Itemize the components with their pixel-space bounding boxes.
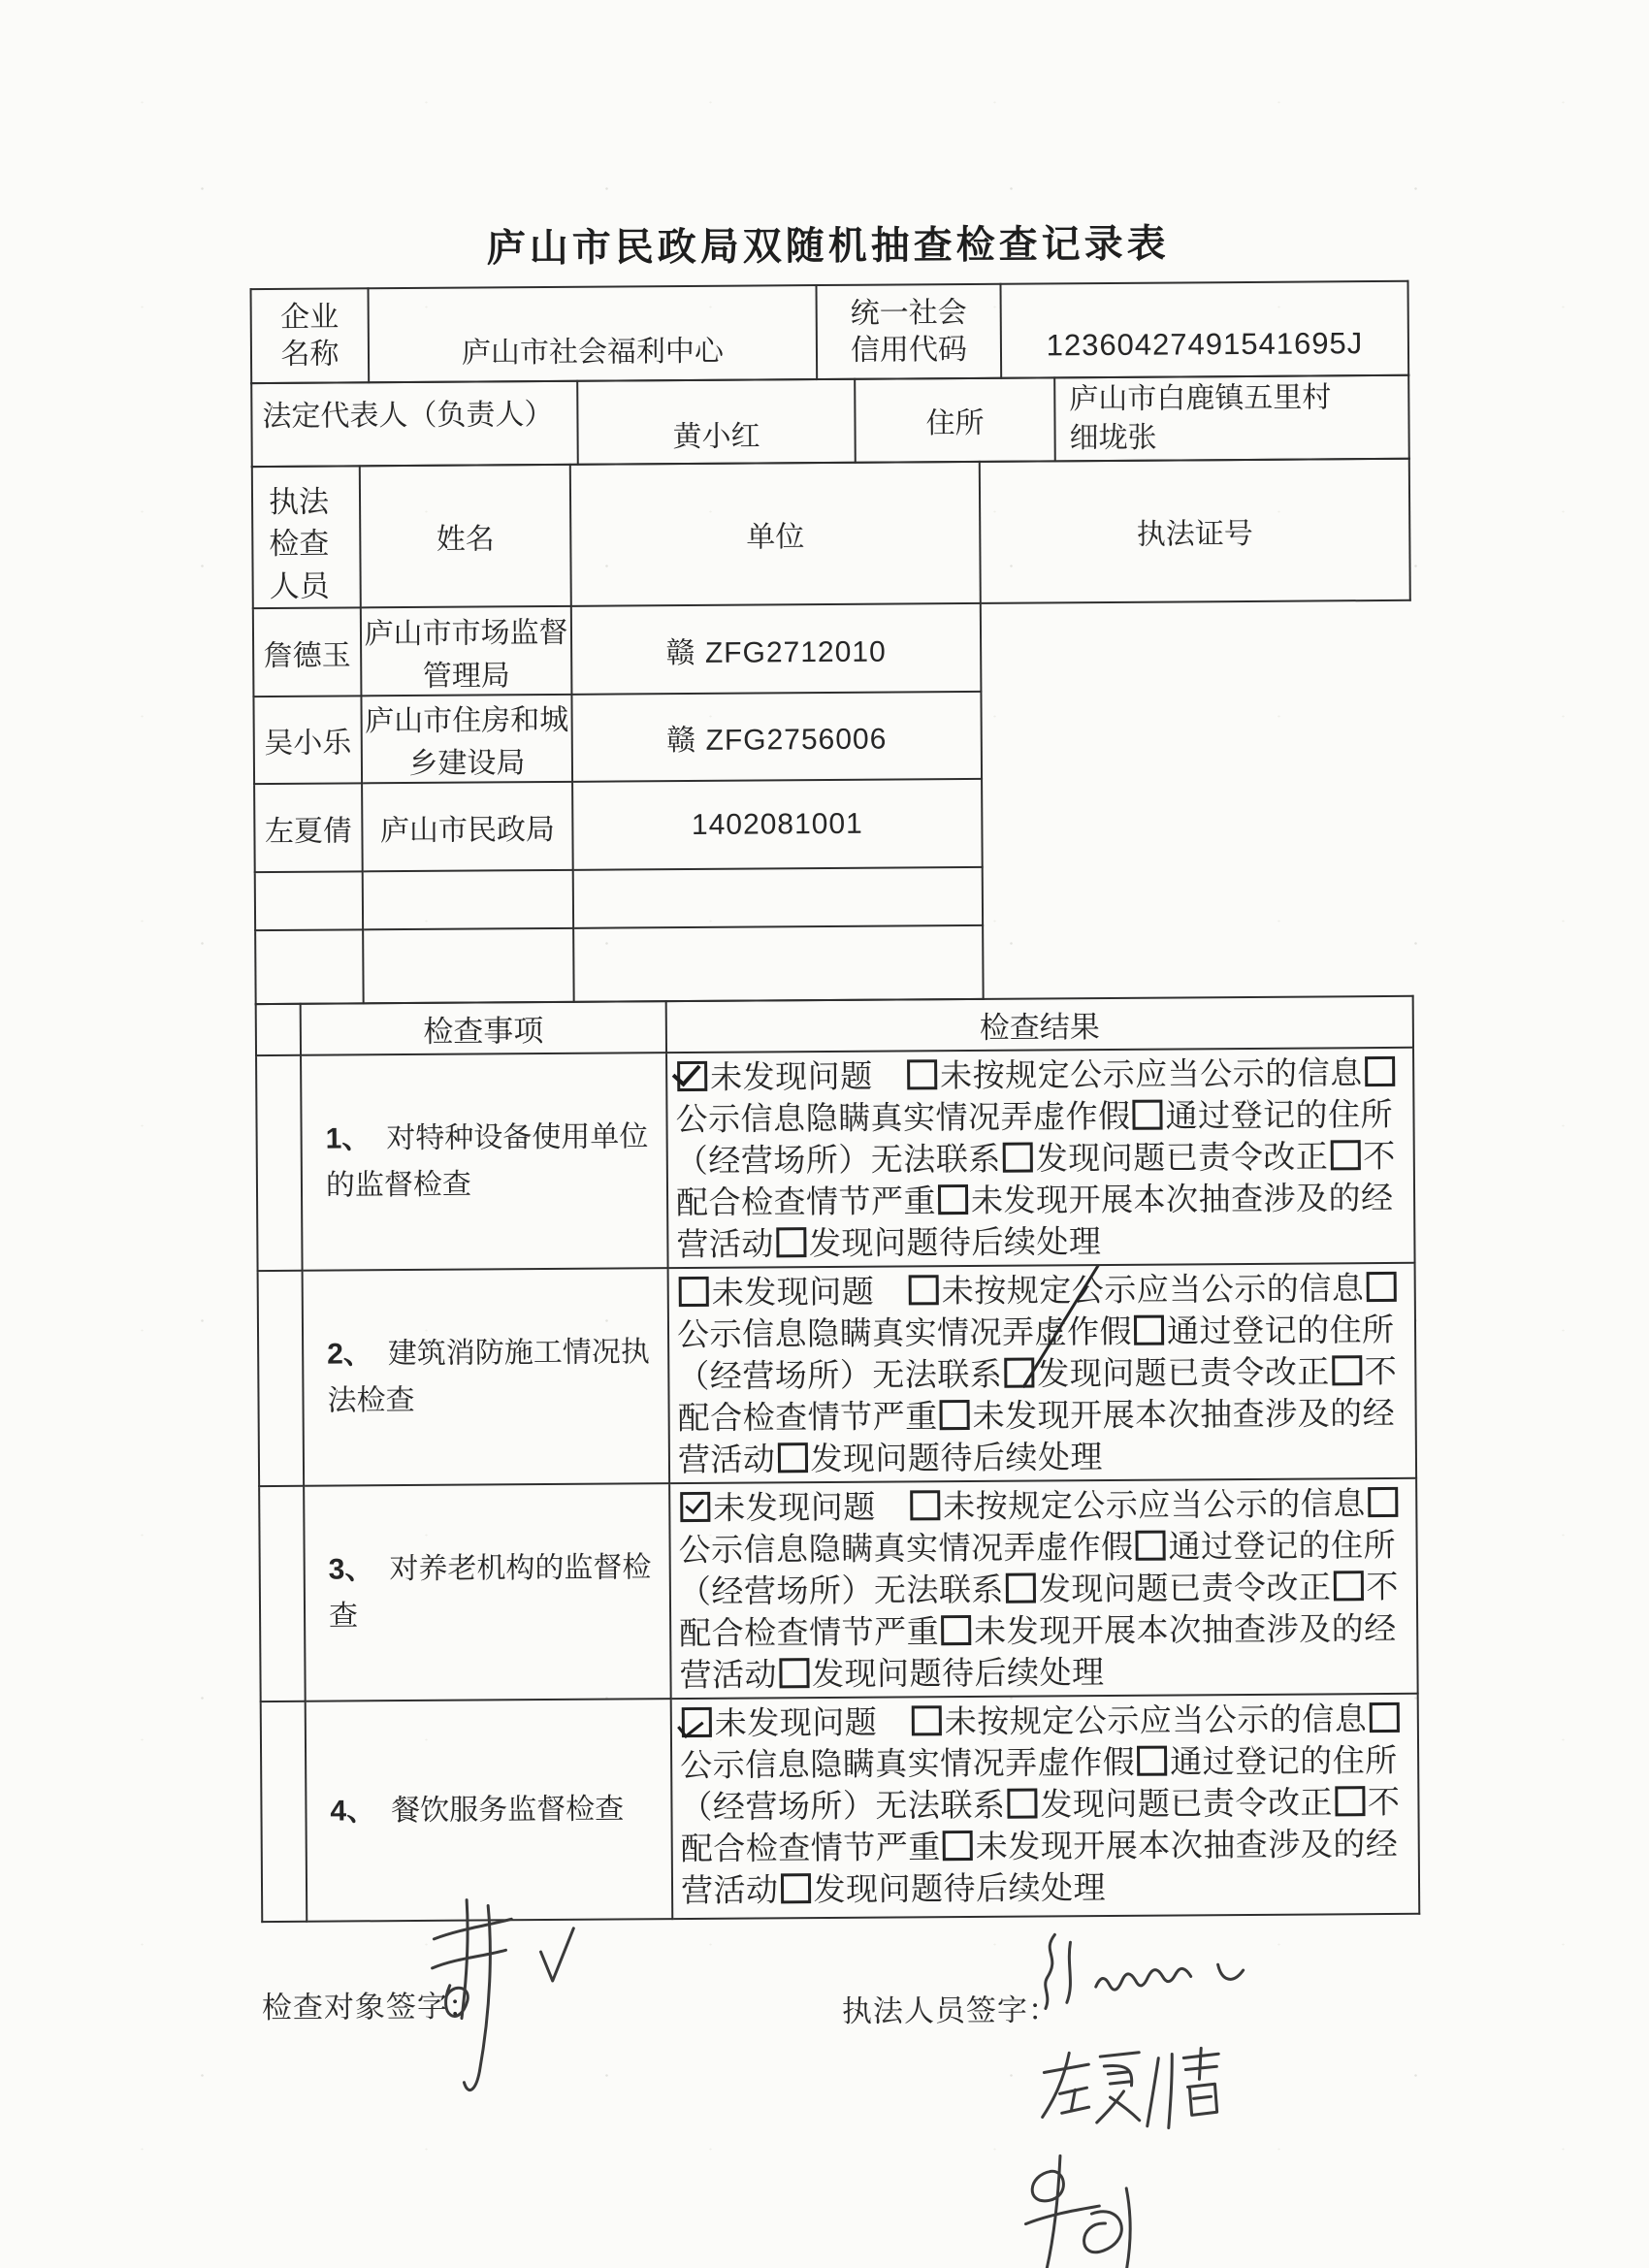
checkbox-empty xyxy=(1137,1746,1167,1776)
checkbox-empty xyxy=(779,1658,809,1688)
inspector-cert: 赣 ZFG2712010 xyxy=(571,603,982,695)
checkbox-empty xyxy=(1007,1789,1037,1819)
result-option-text: 发现问题待后续处理 xyxy=(808,1225,1102,1263)
company-name-value: 庐山市社会福利中心 xyxy=(369,285,818,382)
checklist-header-gutter xyxy=(256,1004,301,1055)
document xyxy=(0,210,1649,2268)
result-option-text: 公示信息隐瞒真实情况弄虚作假 xyxy=(680,1745,1136,1785)
result-option-text: 未发现开展本次抽查涉及的经营活动 xyxy=(676,1182,1394,1264)
checklist-item-text: 餐饮服务监督检查 xyxy=(391,1793,625,1827)
checkbox-empty xyxy=(776,1227,806,1257)
checkbox-empty xyxy=(907,1059,937,1089)
inspector-cert: 赣 ZFG2756006 xyxy=(571,692,982,782)
inspector-name: 左夏倩 xyxy=(254,784,363,873)
result-option-text: 不配合检查情节严重 xyxy=(680,1786,1401,1868)
inspector-unit xyxy=(363,870,573,930)
inspectors-header-cert: 执法证号 xyxy=(980,459,1410,603)
checkbox-empty xyxy=(909,1275,939,1305)
checklist-gutter-cell xyxy=(259,1486,306,1701)
checkbox-empty xyxy=(1369,1702,1399,1733)
result-option-text: 不配合检查情节严重 xyxy=(675,1140,1396,1222)
checklist-item-text: 对养老机构的监督检查 xyxy=(328,1551,652,1633)
signature-inspector-2 xyxy=(1038,2042,1252,2151)
result-option-text: 不配合检查情节严重 xyxy=(679,1571,1400,1653)
address-label: 住所 xyxy=(855,377,1055,462)
checklist-item-label xyxy=(306,1699,673,1922)
inspector-unit: 庐山市住房和城乡建设局 xyxy=(361,695,572,784)
inspector-unit: 庐山市民政局 xyxy=(362,782,573,872)
result-option-text: 公示信息隐瞒真实情况弄虚作假 xyxy=(676,1314,1133,1354)
checklist-header-results: 检查结果 xyxy=(666,996,1413,1053)
result-option-text: 通过登记的住所（经营场所）无法联系 xyxy=(677,1313,1395,1396)
result-option-text: 未按规定公示应当公示的信息 xyxy=(941,1272,1365,1311)
inspectors-header-unit: 单位 xyxy=(570,462,981,606)
checkbox-empty xyxy=(1006,1573,1036,1604)
legal-rep-value: 黄小红 xyxy=(577,379,856,465)
checkbox-empty xyxy=(780,1873,810,1903)
result-option-text: 未发现问题 xyxy=(710,1059,906,1097)
checklist-item-label xyxy=(304,1483,671,1701)
checklist-item-label xyxy=(301,1053,668,1271)
inspector-row xyxy=(253,600,1411,697)
result-option-text: 发现问题待后续处理 xyxy=(810,1441,1104,1478)
checklist-row xyxy=(261,1694,1420,1922)
checkbox-empty xyxy=(941,1615,971,1645)
inspector-row xyxy=(255,923,1413,1004)
checkbox-empty xyxy=(1135,1531,1165,1561)
address-value: 庐山市白鹿镇五里村 细垅张 xyxy=(1054,375,1409,462)
checkbox-checked xyxy=(682,1707,712,1737)
checklist-table xyxy=(255,995,1421,1923)
checkbox-checked xyxy=(680,1492,710,1522)
checklist-result-cell xyxy=(666,1048,1415,1268)
result-option-text: 发现问题待后续处理 xyxy=(811,1656,1105,1694)
inspector-row xyxy=(253,689,1411,784)
result-option-text: 未发现开展本次抽查涉及的经营活动 xyxy=(680,1828,1399,1910)
checklist-header-row xyxy=(256,996,1413,1055)
checkbox-empty xyxy=(1335,1786,1365,1816)
checklist-gutter-cell xyxy=(258,1271,305,1486)
inspector-unit: 庐山市市场监督管理局 xyxy=(361,606,572,697)
result-option-text: 发现问题已责令改正 xyxy=(1038,1571,1332,1608)
inspector-row xyxy=(255,864,1412,930)
result-option-text: 发现问题已责令改正 xyxy=(1035,1140,1329,1178)
checklist-gutter-cell xyxy=(256,1055,303,1271)
result-option-text: 发现问题待后续处理 xyxy=(813,1871,1107,1909)
info-table-legal xyxy=(250,374,1410,468)
result-option-text: 未按规定公示应当公示的信息 xyxy=(943,1487,1366,1526)
result-option-text: 不配合检查情节严重 xyxy=(677,1355,1398,1438)
credit-code-value: 12360427491541695J xyxy=(1000,281,1408,378)
checklist-result-cell xyxy=(668,1263,1417,1483)
info-table-company xyxy=(250,280,1410,384)
inspectors-section-label: 执法 检查 人员 xyxy=(252,466,361,608)
inspectors-table xyxy=(251,458,1414,1006)
credit-code-label: 统一社会 信用代码 xyxy=(817,284,1002,379)
result-option-text: 未发现开展本次抽查涉及的经营活动 xyxy=(679,1612,1397,1695)
checkbox-empty xyxy=(1365,1056,1395,1086)
result-option-text: 未发现问题 xyxy=(711,1275,907,1312)
checkbox-empty xyxy=(777,1442,807,1473)
inspector-name xyxy=(255,930,364,1005)
checklist-item-number: 2、 xyxy=(327,1338,372,1371)
checklist-gutter-cell xyxy=(261,1701,307,1922)
inspector-cert: 1402081001 xyxy=(572,779,983,870)
checkbox-empty xyxy=(910,1490,940,1520)
checklist-row xyxy=(258,1263,1417,1486)
inspector-name xyxy=(255,872,363,931)
legal-rep-label: 法定代表人（负责人） xyxy=(251,381,578,467)
result-option-text: 未发现问题 xyxy=(714,1705,910,1742)
inspector-unit xyxy=(363,928,574,1004)
inspector-row xyxy=(254,776,1412,872)
inspectors-header-name: 姓名 xyxy=(360,465,571,608)
checkbox-empty xyxy=(1132,1100,1162,1130)
checkbox-empty xyxy=(1366,1272,1396,1302)
inspector-name: 詹德玉 xyxy=(253,608,362,697)
company-name-label: 企业 名称 xyxy=(251,288,370,383)
checkbox-empty xyxy=(1003,1143,1033,1173)
signature-inspected-label: 检查对象签字： xyxy=(261,1989,480,2025)
checklist-header-items: 检查事项 xyxy=(301,1001,666,1055)
checkbox-empty xyxy=(1134,1315,1164,1345)
result-option-text: 未按规定公示应当公示的信息 xyxy=(944,1702,1368,1741)
checkbox-empty xyxy=(1332,1355,1362,1385)
checkbox-empty xyxy=(912,1705,942,1735)
checkbox-empty xyxy=(679,1277,709,1307)
checkbox-checked xyxy=(677,1061,707,1091)
checklist-item-number: 1、 xyxy=(325,1122,372,1155)
result-option-text: 公示信息隐瞒真实情况弄虚作假 xyxy=(678,1530,1134,1570)
checklist-row xyxy=(259,1478,1418,1701)
result-option-text: 未发现开展本次抽查涉及的经营活动 xyxy=(677,1397,1396,1479)
checklist-item-text: 对特种设备使用单位的监督检查 xyxy=(325,1120,649,1202)
result-option-text: 通过登记的住所（经营场所）无法联系 xyxy=(680,1744,1398,1827)
checkbox-empty xyxy=(943,1831,973,1861)
checklist-item-text: 建筑消防施工情况执法检查 xyxy=(327,1336,650,1417)
inspector-name: 吴小乐 xyxy=(253,697,362,785)
signature-inspector-3 xyxy=(1010,2149,1234,2268)
checkbox-empty xyxy=(938,1184,968,1215)
result-option-text: 未按规定公示应当公示的信息 xyxy=(940,1056,1363,1095)
signature-inspector-label: 执法人员签字： xyxy=(841,1993,1060,2029)
checkbox-checked xyxy=(1004,1358,1034,1388)
inspectors-header-row xyxy=(252,459,1410,608)
result-option-text: 发现问题已责令改正 xyxy=(1037,1355,1330,1393)
checkbox-empty xyxy=(1333,1571,1363,1601)
checklist-item-label xyxy=(303,1268,670,1486)
result-option-text: 发现问题已责令改正 xyxy=(1040,1786,1334,1824)
inspector-cert xyxy=(573,925,984,1002)
checklist-item-number: 3、 xyxy=(328,1553,374,1586)
checkbox-empty xyxy=(940,1400,970,1430)
checkbox-empty xyxy=(1368,1487,1398,1517)
result-option-text: 通过登记的住所（经营场所）无法联系 xyxy=(675,1098,1394,1181)
signature-inspected-scribble xyxy=(416,1892,602,2125)
checklist-item-number: 4、 xyxy=(330,1794,376,1828)
signature-section xyxy=(261,1915,1476,2268)
signature-inspector-1 xyxy=(1027,1926,1261,2034)
checklist-result-cell xyxy=(671,1694,1420,1919)
page-title: 庐山市民政局双随机抽查检查记录表 xyxy=(486,222,1170,271)
checklist-result-cell xyxy=(669,1478,1418,1699)
inspector-cert xyxy=(573,867,983,928)
result-option-text: 通过登记的住所（经营场所）无法联系 xyxy=(678,1529,1397,1611)
result-option-text: 未发现问题 xyxy=(713,1490,909,1528)
result-option-text: 公示信息隐瞒真实情况弄虚作假 xyxy=(675,1099,1131,1139)
checkbox-empty xyxy=(1330,1140,1360,1170)
checklist-row xyxy=(256,1048,1415,1271)
